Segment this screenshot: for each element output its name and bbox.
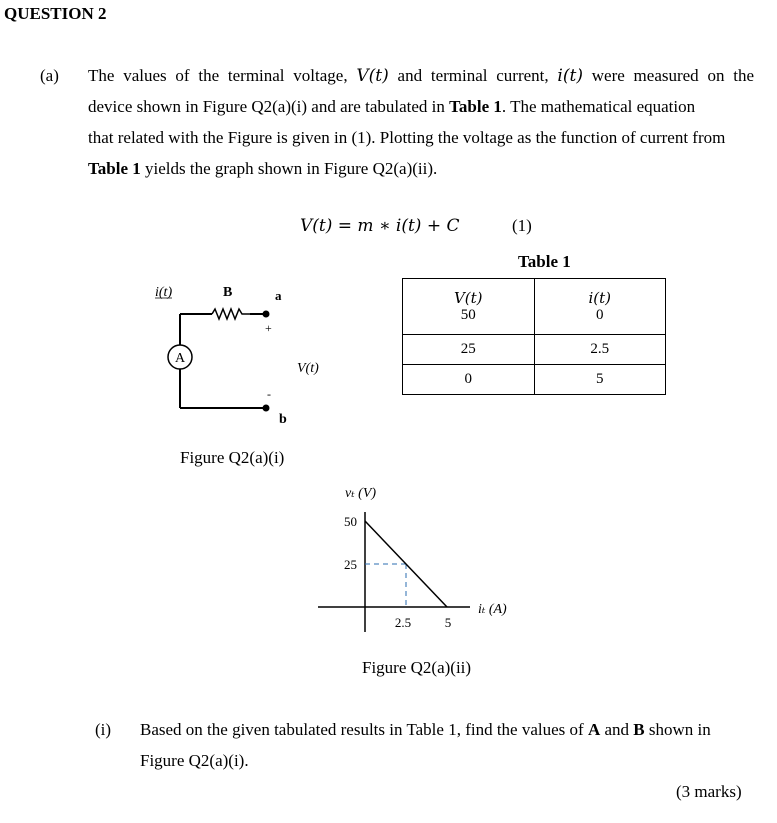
x-tick-label: 2.5 xyxy=(394,615,412,630)
table-cell: 0 xyxy=(403,365,535,395)
equation: V(t) = m ∗ i(t) + C xyxy=(300,216,460,236)
text-fragment: The values of the terminal voltage, xyxy=(88,66,357,85)
variable-b: B xyxy=(633,720,645,739)
table-header: i(t) xyxy=(588,289,612,308)
source-label: A xyxy=(174,351,186,366)
y-tick-label: 25 xyxy=(344,557,357,572)
text-fragment: and xyxy=(600,720,634,739)
plus-sign: + xyxy=(265,321,272,335)
x-axis-label: iₜ (A) xyxy=(478,602,507,617)
resistor-label: B xyxy=(223,285,233,300)
text-fragment: shown in xyxy=(644,720,711,739)
table-value: 50 xyxy=(460,307,476,324)
text-fragment: and terminal current, xyxy=(388,66,558,85)
text-fragment: Based on the given tabulated results in Table 1, find the values of xyxy=(140,720,588,739)
text-fragment: . The mathematical equation xyxy=(501,97,696,116)
voltage-symbol: V(t) xyxy=(356,66,389,86)
node-a-label: a xyxy=(275,288,282,303)
figure1-caption: Figure Q2(a)(i) xyxy=(180,448,285,467)
equation-number: (1) xyxy=(512,216,532,235)
part-i-label: (i) xyxy=(95,720,112,739)
table-reference: Table 1 xyxy=(449,97,502,116)
minus-sign: - xyxy=(267,387,271,401)
paragraph-line-3: that related with the Figure is given in (1). Plotting the voltage as the function of current from xyxy=(88,128,726,147)
y-tick-label: 50 xyxy=(344,514,357,529)
table-reference: Table 1 xyxy=(88,159,141,178)
part-i-line-2: Figure Q2(a)(i). xyxy=(140,751,249,770)
variable-a: A xyxy=(587,720,601,739)
table-header: V(t) xyxy=(453,289,483,308)
part-a-label: (a) xyxy=(40,66,59,85)
text-fragment: were measured on the xyxy=(582,66,754,85)
y-axis-label: vₜ (V) xyxy=(345,486,377,501)
text-fragment: device shown in Figure Q2(a)(i) and are tabulated in xyxy=(88,97,450,116)
part-i-line-1 xyxy=(140,720,711,740)
table-caption: Table 1 xyxy=(518,252,571,271)
x-tick-label: 5 xyxy=(444,615,452,630)
figure2-caption: Figure Q2(a)(ii) xyxy=(362,658,472,677)
voltage-label: V(t) xyxy=(297,361,319,376)
table-cell: 5 xyxy=(534,365,666,395)
current-label: i(t) xyxy=(155,285,173,300)
table-cell: 25 xyxy=(403,335,535,365)
question-title: QUESTION 2 xyxy=(4,4,107,23)
marks-label: (3 marks) xyxy=(676,782,742,801)
current-symbol: i(t) xyxy=(557,66,583,86)
table-value: 0 xyxy=(596,307,604,324)
text-fragment: yields the graph shown in Figure Q2(a)(ii). xyxy=(140,159,438,178)
node-b-label: b xyxy=(279,412,287,427)
table-cell: 2.5 xyxy=(534,335,666,365)
